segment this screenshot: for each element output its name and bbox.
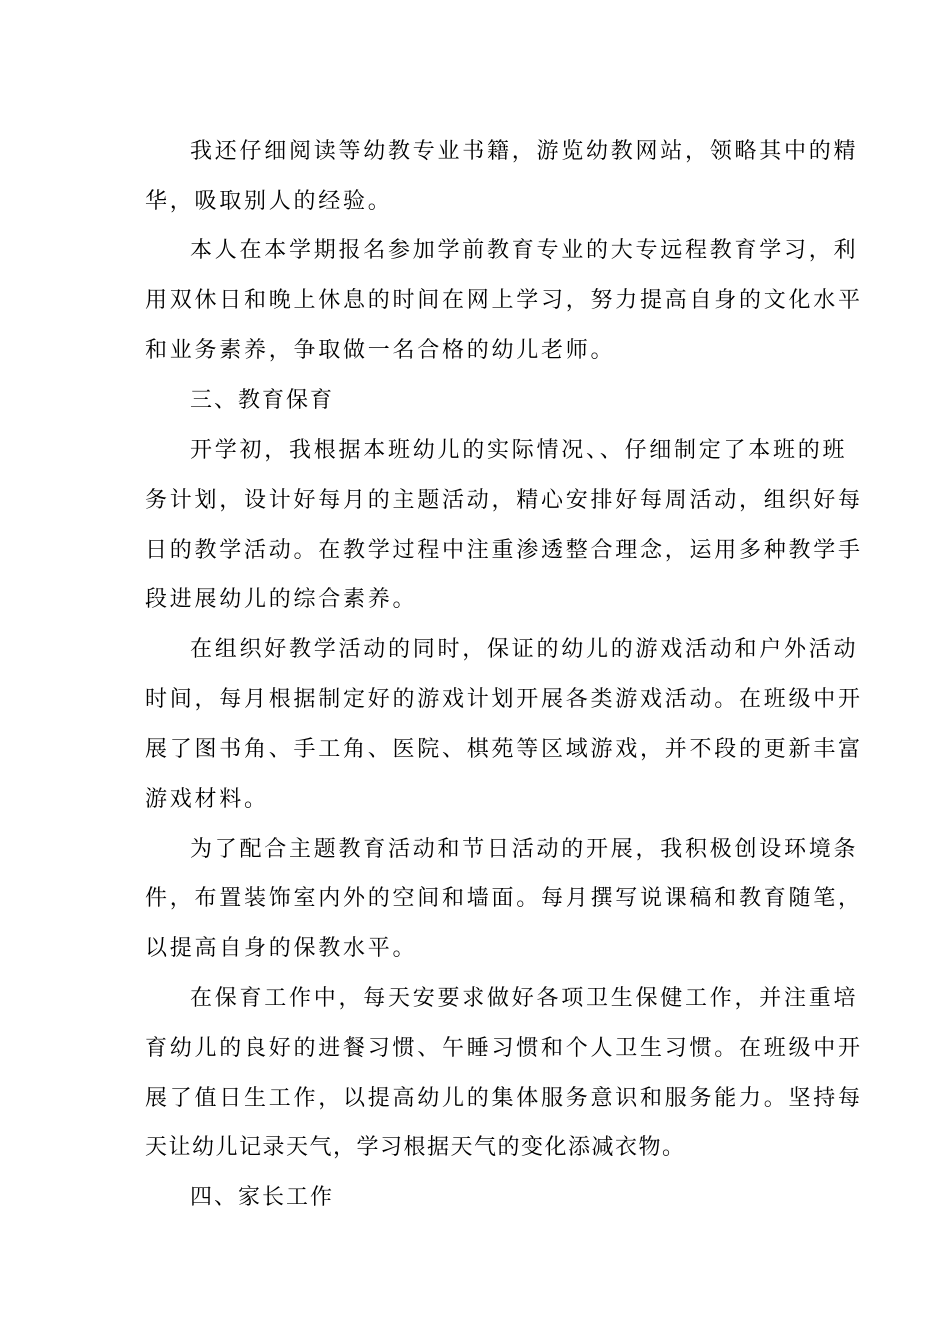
paragraph-line: 用双休日和晚上休息的时间在网上学习，努力提高自身的文化水平	[145, 288, 863, 313]
paragraph-line: 本人在本学期报名参加学前教育专业的大专远程教育学习，利	[190, 238, 859, 263]
paragraph-line: 为了配合主题教育活动和节日活动的开展，我积极创设环境条	[190, 837, 859, 862]
paragraph-line: 日的教学活动。在教学过程中注重渗透整合理念，运用多种教学手	[145, 538, 863, 563]
paragraph-line: 务计划，设计好每月的主题活动，精心安排好每周活动，组织好每	[145, 488, 863, 513]
paragraph-line: 展了图书角、手工角、医院、棋苑等区域游戏，并不段的更新丰富	[145, 737, 863, 762]
paragraph-line: 游戏材料。	[145, 787, 269, 812]
paragraph-line: 我还仔细阅读等幼教专业书籍，游览幼教网站，领略其中的精	[190, 139, 859, 164]
paragraph-line: 在保育工作中，每天安要求做好各项卫生保健工作，并注重培	[190, 986, 859, 1011]
paragraph-line: 开学初，我根据本班幼儿的实际情况、、仔细制定了本班的班	[190, 438, 848, 463]
paragraph-line: 华，吸取别人的经验。	[145, 189, 393, 214]
section-heading: 三、教育保育	[190, 388, 335, 413]
paragraph-line: 和业务素养，争取做一名合格的幼儿老师。	[145, 338, 616, 363]
section-heading: 四、家长工作	[190, 1185, 335, 1210]
paragraph-line: 育幼儿的良好的进餐习惯、午睡习惯和个人卫生习惯。在班级中开	[145, 1036, 863, 1061]
paragraph-line: 展了值日生工作，以提高幼儿的集体服务意识和服务能力。坚持每	[145, 1086, 863, 1111]
paragraph-line: 时间，每月根据制定好的游戏计划开展各类游戏活动。在班级中开	[145, 687, 863, 712]
paragraph-line: 以提高自身的保教水平。	[145, 936, 418, 961]
paragraph-line: 段进展幼儿的综合素养。	[145, 587, 418, 612]
paragraph-line: 件，布置装饰室内外的空间和墙面。每月撰写说课稿和教育随笔，	[145, 886, 863, 911]
paragraph-line: 天让幼儿记录天气，学习根据天气的变化添减衣物。	[145, 1135, 686, 1160]
paragraph-line: 在组织好教学活动的同时，保证的幼儿的游戏活动和户外活动	[190, 637, 859, 662]
